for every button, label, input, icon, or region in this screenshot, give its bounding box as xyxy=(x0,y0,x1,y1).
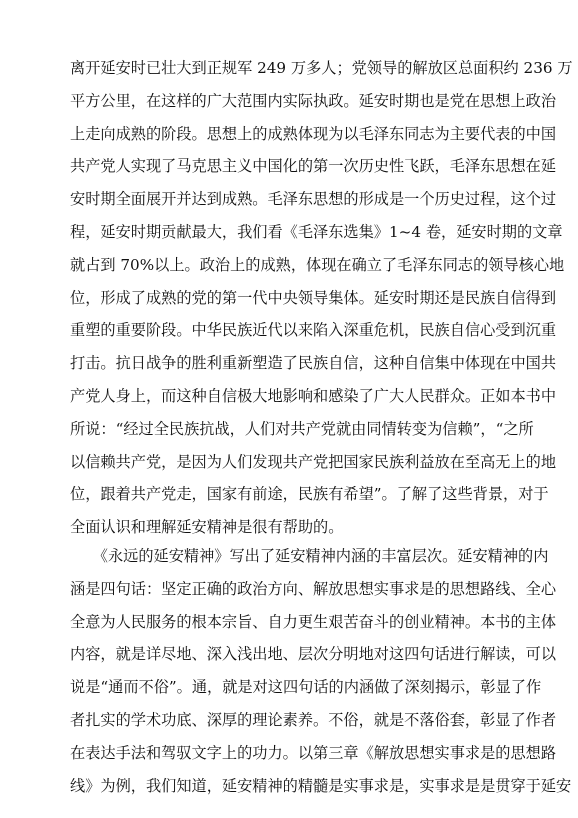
text-line: 位，跟着共产党走，国家有前途，民族有希望”。了解了这些背景，对于 xyxy=(70,485,549,504)
text-line: 共产党人实现了马克思主义中国化的第一次历史性飞跃，毛泽东思想在延 xyxy=(70,157,556,176)
paragraph-2 xyxy=(70,540,572,802)
text-line: 说是“通而不俗”。通，就是对这四句话的内涵做了深刻揭示，彰显了作 xyxy=(70,678,542,697)
paragraph-1 xyxy=(70,52,573,544)
text-line: 打击。抗日战争的胜利重新塑造了民族自信，这种自信集中体现在中国共 xyxy=(70,354,556,373)
text-line: 重塑的重要阶段。中华民族近代以来陷入深重危机，民族自信心受到沉重 xyxy=(70,321,556,340)
text-line: 所说：“经过全民族抗战，人们对共产党就由同情转变为信赖”，“之所 xyxy=(70,419,534,438)
text-line: 程，延安时期贡献最大，我们看《毛泽东选集》1~4 卷，延安时期的文章 xyxy=(70,222,563,241)
text-line: 者扎实的学术功底、深厚的理论素养。不俗，就是不落俗套，彰显了作者 xyxy=(70,710,556,729)
text-line: 全意为人民服务的根本宗旨、自力更生艰苦奋斗的创业精神。本书的主体 xyxy=(70,612,556,631)
text-line: 《永远的延安精神》写出了延安精神内涵的丰富层次。延安精神的内 xyxy=(70,547,549,565)
text-line: 涵是四句话：坚定正确的政治方向、解放思想实事求是的思想路线、全心 xyxy=(70,579,556,598)
text-line: 离开延安时已壮大到正规军 249 万多人；党领导的解放区总面积约 236 万 xyxy=(70,59,573,77)
text-line: 就占到 70%以上。政治上的成熟，体现在确立了毛泽东同志的领导核心地 xyxy=(70,255,565,274)
text-line: 以信赖共产党，是因为人们发现共产党把国家民族利益放在至高无上的地 xyxy=(70,452,556,471)
text-line: 全面认识和理解延安精神是很有帮助的。 xyxy=(70,518,344,537)
text-line: 位，形成了成熟的党的第一代中央领导集体。延安时期还是民族自信得到 xyxy=(70,288,556,307)
text-line: 线》为例，我们知道，延安精神的精髓是实事求是，实事求是是贯穿于延安 xyxy=(70,776,572,795)
text-line: 上走向成熟的阶段。思想上的成熟体现为以毛泽东同志为主要代表的中国 xyxy=(70,124,556,143)
text-line: 安时期全面展开并达到成熟。毛泽东思想的形成是一个历史过程，这个过 xyxy=(70,190,556,209)
text-line: 内容，就是详尽地、深入浅出地、层次分明地对这四句话进行解读，可以 xyxy=(70,645,556,664)
text-line: 平方公里，在这样的广大范围内实际执政。延安时期也是党在思想上政治 xyxy=(70,91,556,110)
text-line: 产党人身上，而这种自信极大地影响和感染了广大人民群众。正如本书中 xyxy=(70,386,556,405)
text-line: 在表达手法和驾驭文字上的功力。以第三章《解放思想实事求是的思想路 xyxy=(70,743,556,762)
